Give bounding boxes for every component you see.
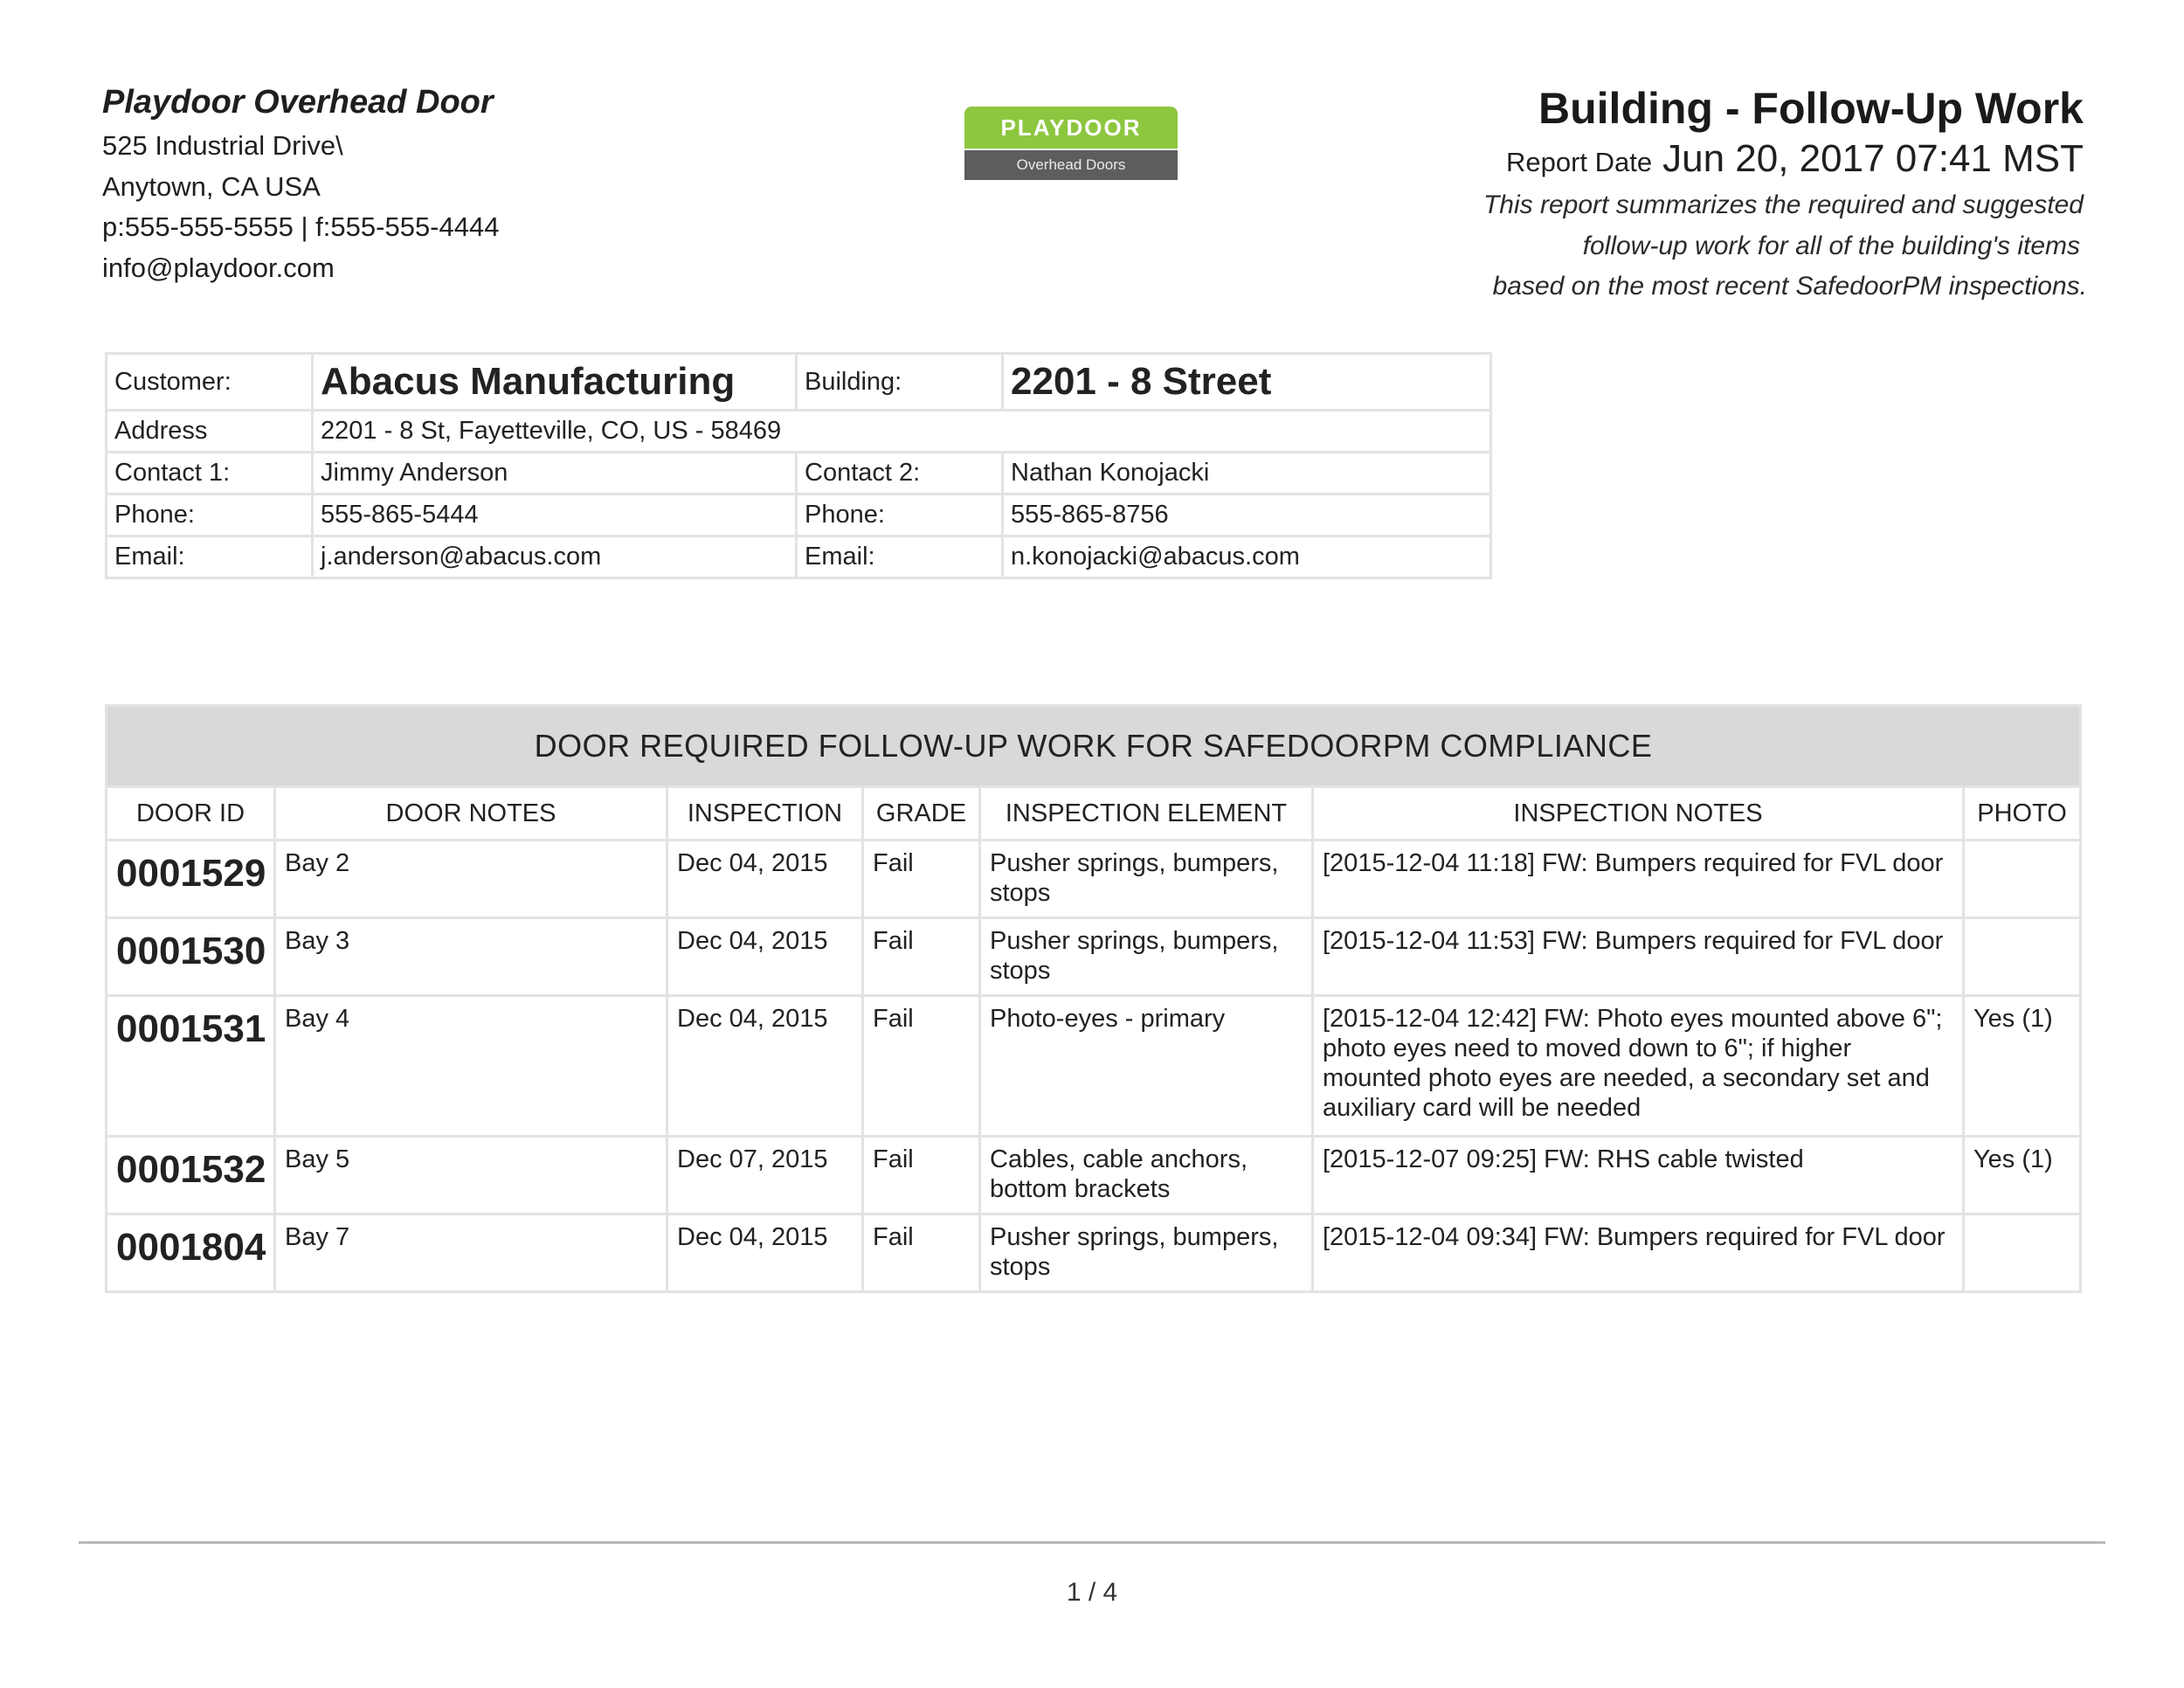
inspection-notes: [2015-12-04 09:34] FW: Bumpers required for FVL door xyxy=(1313,1214,1964,1292)
address-value: 2201 - 8 St, Fayetteville, CO, US - 58469 xyxy=(313,411,1491,453)
email2-label: Email: xyxy=(797,536,1003,578)
grade: Fail xyxy=(863,1137,980,1214)
door-notes: Bay 2 xyxy=(275,841,667,918)
report-date-label: Report Date xyxy=(1505,147,1653,177)
inspection-date: Dec 04, 2015 xyxy=(667,996,863,1137)
inspection-element: Pusher springs, bumpers, stops xyxy=(980,1214,1313,1292)
column-header-grade: GRADE xyxy=(863,787,980,841)
building-label: Building: xyxy=(797,354,1003,411)
door-notes: Bay 3 xyxy=(275,918,667,996)
followup-work-table xyxy=(105,704,2082,1293)
contact1-value: Jimmy Anderson xyxy=(313,453,797,495)
column-header-inspection-notes: INSPECTION NOTES xyxy=(1313,787,1964,841)
playdoor-logo xyxy=(964,107,1178,180)
inspection-date: Dec 04, 2015 xyxy=(667,841,863,918)
contact1-label: Contact 1: xyxy=(107,453,313,495)
inspection-notes: [2015-12-07 09:25] FW: RHS cable twisted xyxy=(1313,1137,1964,1214)
company-email[interactable]: info@playdoor.com xyxy=(102,252,335,283)
company-name: Playdoor Overhead Door xyxy=(102,84,494,121)
inspection-element: Cables, cable anchors, bottom brackets xyxy=(980,1137,1313,1214)
report-description xyxy=(1297,185,2087,308)
grade: Fail xyxy=(863,841,980,918)
table-row xyxy=(107,1214,2081,1292)
footer-divider xyxy=(79,1541,2105,1544)
table-row xyxy=(107,1137,2081,1214)
contact-row xyxy=(107,453,1491,495)
email1-value[interactable]: j.anderson@abacus.com xyxy=(313,536,797,578)
phone-row xyxy=(107,495,1491,536)
column-header-photo: PHOTO xyxy=(1964,787,2081,841)
customer-info-table xyxy=(105,352,1492,579)
door-id[interactable]: 0001804 xyxy=(107,1214,275,1292)
followup-banner: DOOR REQUIRED FOLLOW-UP WORK FOR SAFEDOORPM COMPLIANCE xyxy=(107,706,2081,787)
company-info xyxy=(102,80,499,288)
followup-header-row xyxy=(107,787,2081,841)
email1-label: Email: xyxy=(107,536,313,578)
inspection-date: Dec 04, 2015 xyxy=(667,918,863,996)
customer-label: Customer: xyxy=(107,354,313,411)
customer-row xyxy=(107,354,1491,411)
door-id[interactable]: 0001529 xyxy=(107,841,275,918)
inspection-date: Dec 07, 2015 xyxy=(667,1137,863,1214)
table-row xyxy=(107,918,2081,996)
report-description-line: based on the most recent SafedoorPM inspections. xyxy=(1492,272,2087,301)
phone1-label: Phone: xyxy=(107,495,313,536)
company-address-line1: 525 Industrial Drive\ xyxy=(102,130,343,161)
phone2-label: Phone: xyxy=(797,495,1003,536)
report-date-value: Jun 20, 2017 07:41 MST xyxy=(1662,137,2084,180)
column-header-inspection-element: INSPECTION ELEMENT xyxy=(980,787,1313,841)
inspection-date: Dec 04, 2015 xyxy=(667,1214,863,1292)
door-id[interactable]: 0001532 xyxy=(107,1137,275,1214)
photo[interactable]: Yes (1) xyxy=(1964,996,2081,1137)
door-id[interactable]: 0001530 xyxy=(107,918,275,996)
address-row xyxy=(107,411,1491,453)
photo xyxy=(1964,918,2081,996)
door-id[interactable]: 0001531 xyxy=(107,996,275,1137)
report-title: Building - Follow-Up Work xyxy=(1538,84,2084,133)
company-address-line2: Anytown, CA USA xyxy=(102,170,321,202)
column-header-door-id: DOOR ID xyxy=(107,787,275,841)
column-header-inspection: INSPECTION xyxy=(667,787,863,841)
report-description-line: follow-up work for all of the building's items xyxy=(1582,231,2080,260)
column-header-door-notes: DOOR NOTES xyxy=(275,787,667,841)
phone1-value: 555-865-5444 xyxy=(313,495,797,536)
contact2-label: Contact 2: xyxy=(797,453,1003,495)
photo[interactable]: Yes (1) xyxy=(1964,1137,2081,1214)
building-value: 2201 - 8 Street xyxy=(1003,354,1491,411)
photo xyxy=(1964,841,2081,918)
logo-title: PLAYDOOR xyxy=(964,107,1178,149)
report-date-row xyxy=(1297,138,2084,183)
inspection-notes: [2015-12-04 11:18] FW: Bumpers required for FVL door xyxy=(1313,841,1964,918)
report-header xyxy=(1297,80,2087,308)
email-row xyxy=(107,536,1491,578)
company-phone-fax: p:555-555-5555 | f:555-555-4444 xyxy=(102,211,500,242)
report-description-line: This report summarizes the required and suggested xyxy=(1482,190,2084,219)
email2-value[interactable]: n.konojacki@abacus.com xyxy=(1003,536,1491,578)
page-number: 1 / 4 xyxy=(1066,1578,1118,1607)
grade: Fail xyxy=(863,1214,980,1292)
inspection-notes: [2015-12-04 12:42] FW: Photo eyes mounted above 6"; photo eyes need to moved down to 6"; if higher mounted photo eyes are needed, a secondary set and auxiliary card will be needed xyxy=(1313,996,1964,1137)
door-notes: Bay 5 xyxy=(275,1137,667,1214)
logo-subtitle: Overhead Doors xyxy=(964,150,1178,180)
table-row xyxy=(107,841,2081,918)
inspection-element: Pusher springs, bumpers, stops xyxy=(980,841,1313,918)
inspection-notes: [2015-12-04 11:53] FW: Bumpers required for FVL door xyxy=(1313,918,1964,996)
table-row xyxy=(107,996,2081,1137)
photo xyxy=(1964,1214,2081,1292)
address-label: Address xyxy=(107,411,313,453)
customer-value: Abacus Manufacturing xyxy=(313,354,797,411)
grade: Fail xyxy=(863,918,980,996)
phone2-value: 555-865-8756 xyxy=(1003,495,1491,536)
inspection-element: Pusher springs, bumpers, stops xyxy=(980,918,1313,996)
door-notes: Bay 4 xyxy=(275,996,667,1137)
door-notes: Bay 7 xyxy=(275,1214,667,1292)
contact2-value: Nathan Konojacki xyxy=(1003,453,1491,495)
grade: Fail xyxy=(863,996,980,1137)
inspection-element: Photo-eyes - primary xyxy=(980,996,1313,1137)
